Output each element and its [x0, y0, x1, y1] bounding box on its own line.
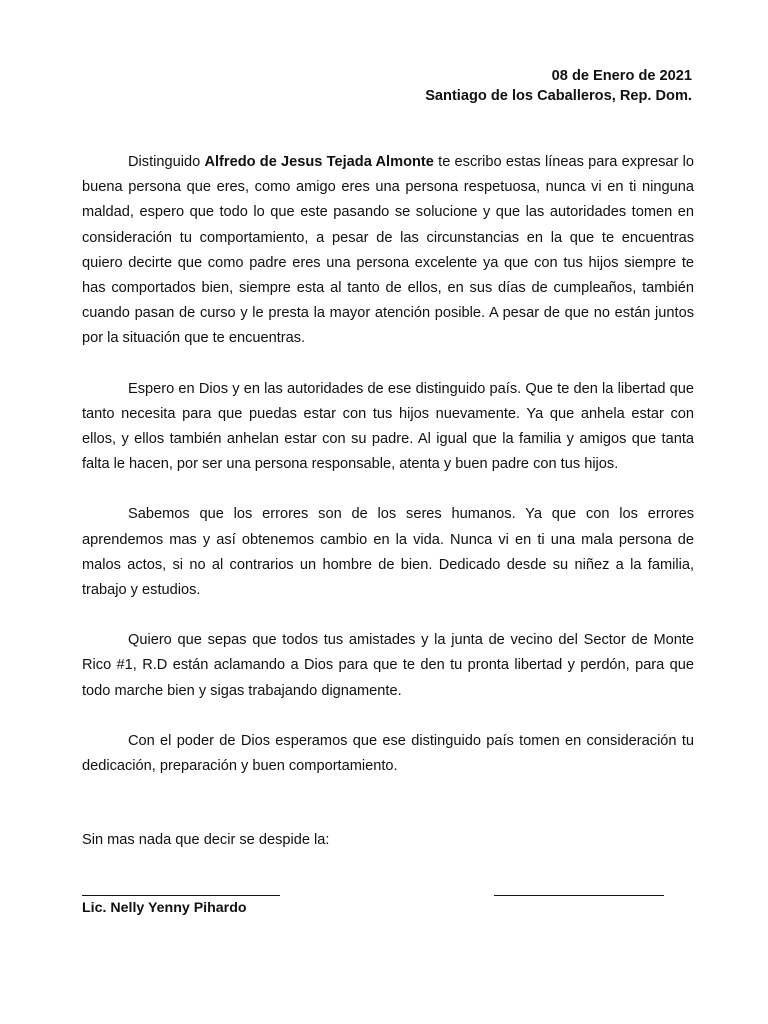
closing-line: Sin mas nada que decir se despide la:	[82, 832, 330, 848]
paragraph-1-intro: Distinguido	[128, 154, 205, 170]
paragraph-5: Con el poder de Dios esperamos que ese distinguido país tomen en consideración tu dedicación, preparación y buen comportamiento.	[82, 732, 694, 775]
letter-body	[82, 150, 694, 804]
signer-name: Lic. Nelly Yenny Pihardo	[82, 900, 247, 916]
paragraph-3: Sabemos que los errores son de los seres humanos. Ya que con los errores aprendemos mas y así obtenemos cambio en la vida. Nunca vi en ti una mala persona de malos actos, si no al contrarios un hombre de bien. Dedicado desde su niñez a la familia, trabajo y estudios.	[82, 506, 694, 599]
paragraph-4: Quiero que sepas que todos tus amistades y la junta de vecino del Sector de Monte Rico #1, R.D están aclamando a Dios para que te den tu pronta libertad y perdón, para que todo marche bien y sigas trabajando dignamente.	[82, 632, 694, 699]
paragraph-1	[82, 150, 694, 352]
letter-place: Santiago de los Caballeros, Rep. Dom.	[425, 88, 692, 104]
recipient-name: Alfredo de Jesus Tejada Almonte	[204, 154, 434, 170]
signature-line-right	[494, 895, 664, 896]
letter-date: 08 de Enero de 2021	[551, 68, 692, 84]
signature-line-left	[82, 895, 280, 896]
paragraph-2: Espero en Dios y en las autoridades de ese distinguido país. Que te den la libertad que tanto necesita para que puedas estar con tus hijos nuevamente. Ya que anhela estar con ellos, y ellos también anhelan estar con su padre. Al igual que la familia y amigos que tanta falta le hacen, por ser una persona responsable, atenta y buen padre con tus hijos.	[82, 380, 694, 473]
letter-header	[425, 66, 692, 106]
paragraph-1-rest: te escribo estas líneas para expresar lo buena persona que eres, como amigo eres una persona respetuosa, nunca vi en ti ninguna maldad, espero que todo lo que este pasando se solucione y que las autoridades tomen en consideración tu comportamiento, a pesar de las circunstancias en la que te encuentras quiero decirte que como padre eres una persona excelente ya que con tus hijos siempre te has comportados bien, siempre esta al tanto de ellos, en sus días de cumpleaños, también cuando pasan de curso y le presta la mayor atención posible. A pesar de que no están juntos por la situación que te encuentras.	[82, 154, 694, 347]
